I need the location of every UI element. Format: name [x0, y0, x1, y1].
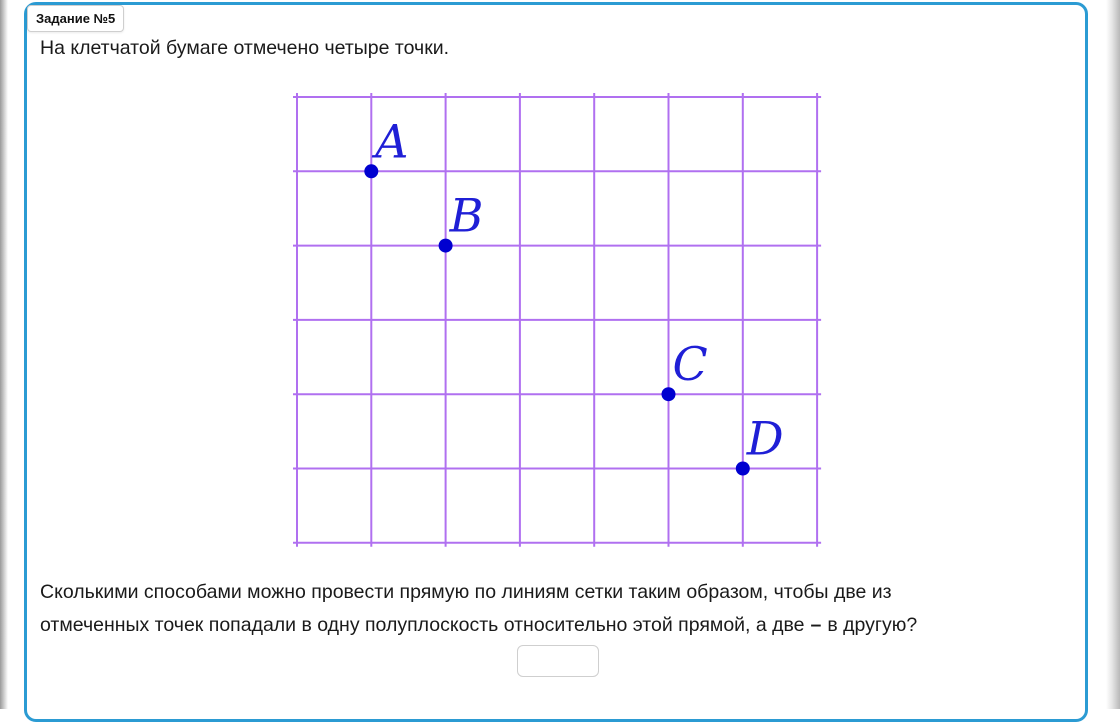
task-question — [40, 576, 917, 642]
grid-points — [364, 114, 783, 475]
task-number-tag: Задание №5 — [27, 5, 124, 32]
task-intro-text: На клетчатой бумаге отмечено четыре точки. — [40, 37, 450, 59]
question-line-2-end: в другую? — [827, 614, 918, 636]
point-label-c: C — [672, 337, 708, 392]
question-line-2-start: отмеченных точек попадали в одну полуплоскость относительно этой прямой, а две — [40, 614, 805, 636]
point-label-d: D — [746, 411, 784, 466]
point-label-a: A — [375, 114, 409, 169]
answer-input[interactable] — [517, 645, 599, 677]
grid-lines — [293, 93, 821, 547]
point-label-b: B — [449, 188, 484, 243]
question-dash: – — [810, 614, 822, 636]
question-line-1: Сколькими способами можно провести прямую по линиям сетки таким образом, чтобы две из — [40, 581, 892, 603]
question-line-2 — [40, 609, 917, 642]
